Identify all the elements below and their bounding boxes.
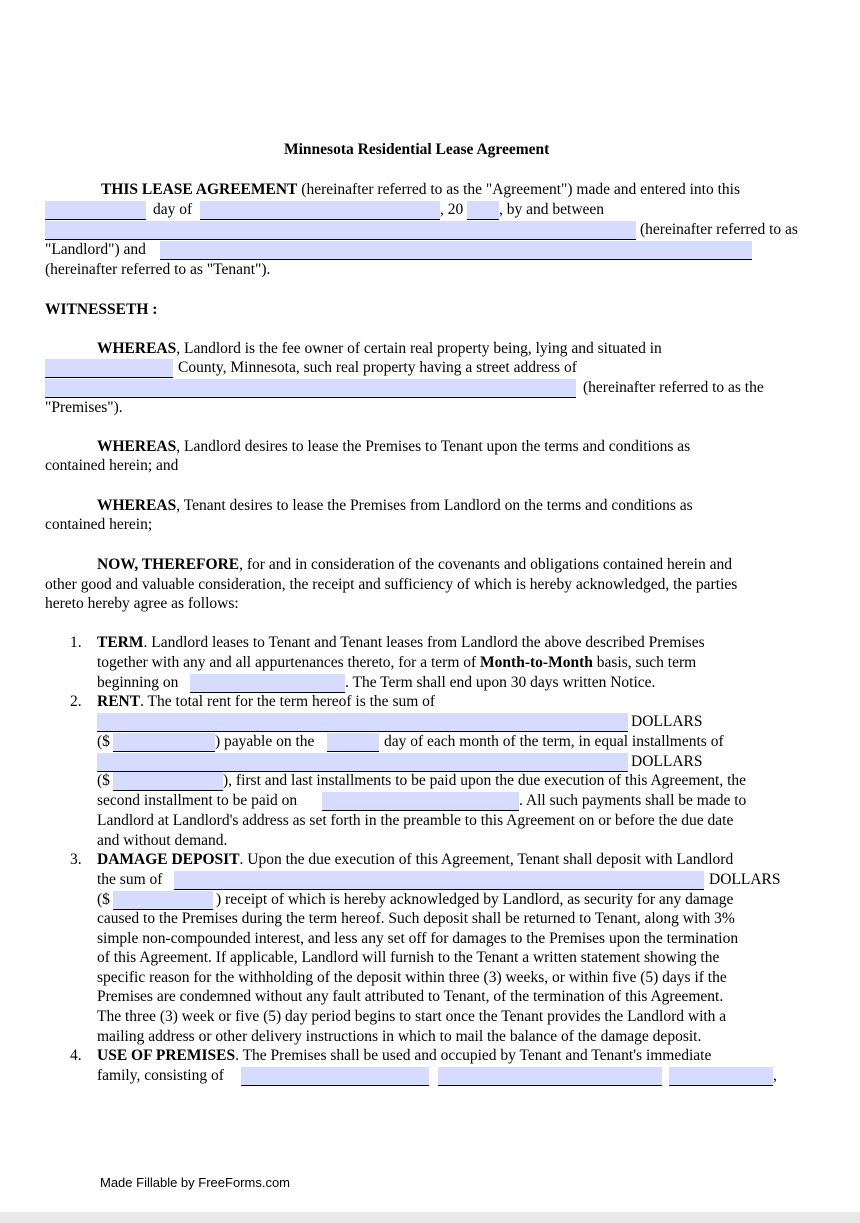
- use-line-2: family, consisting of ,: [97, 1067, 777, 1084]
- deposit-amount-field[interactable]: [113, 891, 213, 910]
- whereas-1-line-3: (hereinafter referred to as the: [0, 379, 860, 399]
- deposit-line-8: Premises are condemned without any fault attributed to Tenant, of the termination of this Agreement.: [97, 988, 724, 1005]
- deposit-words-field[interactable]: [174, 871, 704, 890]
- agreement-year-field[interactable]: [467, 201, 499, 220]
- rent-line-1: 2. RENT. The total rent for the term hereof is the sum of: [70, 693, 436, 710]
- intro-line-1: THIS LEASE AGREEMENT (hereinafter referred to as the "Agreement") made and entered into this: [101, 181, 740, 198]
- agreement-day-field[interactable]: [45, 201, 146, 220]
- use-line-1: 4. USE OF PREMISES. The Premises shall be used and occupied by Tenant and Tenant's immediate: [70, 1047, 712, 1064]
- family-member-1-field[interactable]: [241, 1067, 429, 1086]
- fillable-credit-footer: Made Fillable by FreeForms.com: [100, 1175, 290, 1190]
- rent-due-day-field[interactable]: [327, 733, 379, 752]
- intro-line-5: (hereinafter referred to as "Tenant").: [45, 261, 271, 278]
- whereas-3-line-1: WHEREAS, Tenant desires to lease the Premises from Landlord on the terms and conditions as: [97, 497, 693, 514]
- document-title: Minnesota Residential Lease Agreement: [284, 141, 550, 158]
- installment-amount-field[interactable]: [113, 772, 223, 791]
- deposit-line-2: the sum of DOLLARS: [97, 871, 781, 888]
- total-rent-amount-field[interactable]: [113, 733, 215, 752]
- deposit-line-7: specific reason for the withholding of the deposit within three (3) weeks, or within five (5) days if the: [97, 969, 727, 986]
- deposit-line-1: 3. DAMAGE DEPOSIT. Upon the due execution of this Agreement, Tenant shall deposit with Landlord: [70, 851, 734, 868]
- intro-line-3: (hereinafter referred to as: [0, 221, 860, 241]
- tenant-name-field[interactable]: [160, 241, 752, 260]
- rent-line-7: Landlord at Landlord's address as set forth in the preamble to this Agreement on or before the due date: [97, 812, 734, 829]
- whereas-1-line-4: "Premises").: [45, 399, 123, 416]
- installment-words-field[interactable]: [97, 753, 628, 772]
- whereas-1-line-1: WHEREAS, Landlord is the fee owner of certain real property being, lying and situated in: [97, 340, 662, 357]
- now-therefore-line-3: hereto hereby agree as follows:: [45, 595, 239, 612]
- witnesseth-heading: WITNESSETH :: [45, 301, 158, 318]
- deposit-line-3: ($ ) receipt of which is hereby acknowledged by Landlord, as security for any damage: [97, 891, 734, 908]
- whereas-3-line-2: contained herein;: [45, 516, 153, 533]
- county-field[interactable]: [45, 359, 173, 378]
- now-therefore-line-2: other good and valuable consideration, the receipt and sufficiency of which is hereby acknowledged, the parties: [45, 576, 738, 593]
- rent-line-3: ($ ) payable on the day of each month of the term, in equal installments of: [97, 733, 724, 750]
- agreement-month-field[interactable]: [200, 201, 440, 220]
- family-member-2-field[interactable]: [438, 1067, 662, 1086]
- total-rent-words-field[interactable]: [97, 713, 628, 732]
- term-start-date-field[interactable]: [190, 674, 345, 693]
- deposit-line-9: The three (3) week or five (5) day period begins to start once the Tenant provides the Landlord with a: [97, 1008, 727, 1025]
- term-line-2: together with any and all appurtenances thereto, for a term of Month-to-Month basis, such term: [97, 654, 697, 671]
- rent-line-5: ($ ), first and last installments to be paid upon the due execution of this Agreement, the: [97, 772, 747, 789]
- landlord-name-field[interactable]: [45, 221, 636, 240]
- intro-line-2: day of , 20 , by and between: [0, 201, 860, 221]
- rent-line-6: second installment to be paid on . All such payments shall be made to: [97, 792, 747, 809]
- term-line-1: 1. TERM. Landlord leases to Tenant and Tenant leases from Landlord the above described Premises: [70, 634, 705, 651]
- intro-line-4: "Landlord") and: [0, 241, 860, 261]
- term-line-3: beginning on . The Term shall end upon 30 days written Notice.: [97, 674, 656, 691]
- deposit-line-5: simple non-compounded interest, and less any set off for damages to the Premises upon the termination: [97, 930, 739, 947]
- deposit-line-6: of this Agreement. If applicable, Landlord will furnish to the Tenant a written statement showing the: [97, 949, 720, 966]
- rent-line-8: and without demand.: [97, 832, 228, 849]
- whereas-1-line-2: County, Minnesota, such real property having a street address of: [0, 359, 860, 379]
- viewer-bottom-edge: [0, 1212, 860, 1223]
- family-member-3-field[interactable]: [669, 1067, 773, 1086]
- whereas-2-line-1: WHEREAS, Landlord desires to lease the Premises to Tenant upon the terms and conditions as: [97, 438, 691, 455]
- whereas-2-line-2: contained herein; and: [45, 457, 179, 474]
- street-address-field[interactable]: [45, 379, 576, 398]
- now-therefore-line-1: NOW, THEREFORE, for and in consideration of the covenants and obligations contained herein and: [97, 556, 732, 573]
- deposit-line-4: caused to the Premises during the term hereof. Such deposit shall be returned to Tenant, along with 3%: [97, 910, 735, 927]
- second-installment-date-field[interactable]: [322, 792, 519, 811]
- deposit-line-10: mailing address or other delivery instructions in which to mail the balance of the damage deposit.: [97, 1028, 702, 1045]
- rent-line-2: DOLLARS: [0, 713, 860, 733]
- rent-line-4: DOLLARS: [0, 753, 860, 773]
